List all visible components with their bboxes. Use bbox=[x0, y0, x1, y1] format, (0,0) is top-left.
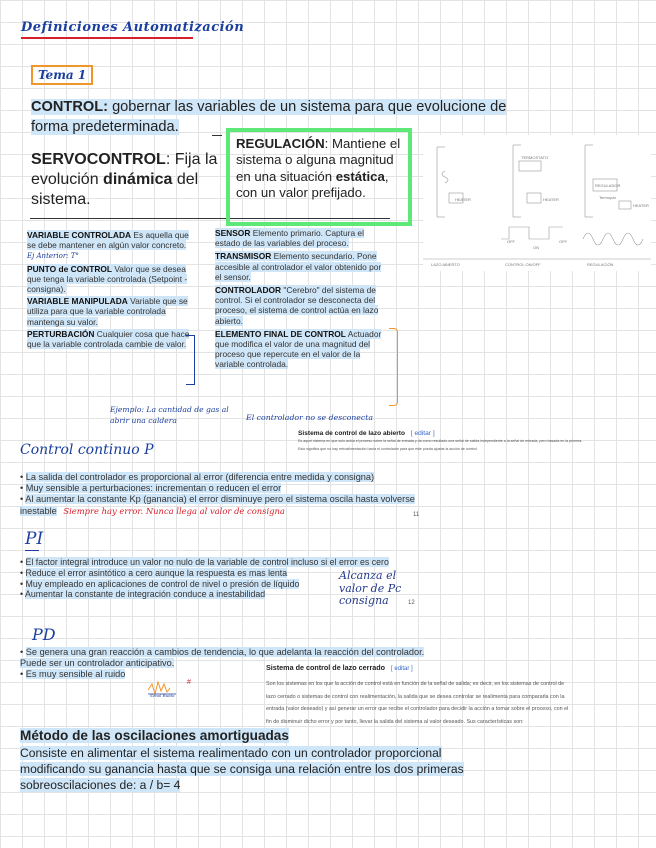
control-p-bullet: Muy sensible a perturbaciones: incrementan o reducen el error bbox=[25, 483, 282, 494]
control-p-bullet: Al aumentar la constante Kp (ganancia) el error disminuye pero el sistema oscila hasta volverse inestable bbox=[20, 494, 415, 516]
control-pi-bullets: • El factor integral introduce un valor no nulo de la variable de control incluso si el error es cero • Reduce el error asintótico a cero aunque la respuesta es mas lenta • Muy empleado en aplicaciones de control de nivel o presión de líquido • Aumentar la constante de integración conduce a inestabilidad bbox=[20, 557, 389, 600]
bracket-variable-manipulada bbox=[186, 335, 195, 385]
servocontrol-term: SERVOCONTROL bbox=[31, 151, 166, 168]
annotation-ej-anterior: Ej Anterior: T° bbox=[27, 252, 79, 261]
closed-loop-excerpt bbox=[266, 663, 652, 728]
control-pd-heading: PD bbox=[32, 625, 56, 644]
diagram-onoff-label: ON bbox=[533, 245, 539, 250]
regulacion-term: REGULACIÓN bbox=[236, 136, 325, 151]
noise-sketch-mark: # bbox=[187, 679, 191, 686]
annotation-perturbacion: Ejemplo: La cantidad de gas al abrir una caldera bbox=[110, 405, 229, 425]
noise-sketch-label: Señal Ruido bbox=[150, 693, 175, 698]
closed-loop-line: entrada (valor deseado) y así generar un error que recibe el controlador para decidir la acción a tomar sobre el proceso, con el bbox=[266, 706, 569, 712]
diagram-component-label: REGULADOR bbox=[595, 183, 621, 188]
closed-loop-edit-link[interactable]: [ editar ] bbox=[391, 666, 413, 672]
diagram-onoff-label: OFF bbox=[559, 239, 567, 244]
title-underline-red bbox=[21, 37, 193, 39]
method-heading: Método de las oscilaciones amortiguadas bbox=[20, 728, 289, 743]
open-loop-excerpt bbox=[298, 430, 650, 453]
control-pi-bullet: Aumentar la constante de integración conduce a inestabilidad bbox=[25, 589, 266, 600]
control-pd-bullet: Es muy sensible al ruido bbox=[25, 669, 126, 680]
right-definitions: SENSOR Elemento primario. Captura el estado de las variables del proceso. TRANSMISOR Elemento secundario. Pone accesible al controlador el valor obtenido por el sensor. CONTROLADOR "Cerebro" del sistema de control. Si el controlador se desconecta del proceso, el sistema de control actúa en lazo abierto. ELEMENTO FINAL DE CONTROL Actuador que modifica el valor de una magnitud del proceso que repercute en el valor de la variable controlada. bbox=[215, 228, 382, 370]
closed-loop-line: lazo cerrado o sistemas de control con realimentación, la salida que se desea controlar se realimenta para compararla con la bbox=[266, 693, 565, 700]
control-pi-bullet: Muy empleado en aplicaciones de control de nivel o presión de líquido bbox=[25, 578, 300, 589]
bracket-controlador bbox=[389, 328, 398, 406]
tema-box bbox=[31, 65, 93, 85]
left-definitions: VARIABLE CONTROLADA Es aquella que se debe mantener en algún valor concreto. Ej Anterior: T° PUNTO de CONTROL Valor que se desea que tenga la variable controlada (Setpoint - consigna). VARIABLE MANIPULADA Variable que se utiliza para que la variable controlada mantenga su valor. PERTURBACIÓN Cualquier cosa que hace que la variable controlada cambie de valor. bbox=[27, 230, 190, 350]
diagram-component-label: TERMOSTATO bbox=[521, 155, 549, 160]
open-loop-edit-link[interactable]: [ editar ] bbox=[410, 430, 435, 437]
servo-top-tick bbox=[212, 135, 222, 136]
control-types-diagram bbox=[423, 135, 651, 271]
control-p-bullets: • La salida del controlador es proporcional al error (diferencia entre medida y consigna) • Muy sensible a perturbaciones: incrementan o reducen el error • Al aumentar la constante Kp (ganancia) el error disminuye pero el sistema oscila hasta volverse inestable Siempre hay error. Nunca llega al valor de consigna bbox=[20, 472, 415, 516]
diagram-component-label: HEATER bbox=[633, 203, 649, 208]
closed-loop-title: Sistema de control de lazo cerrado bbox=[266, 663, 386, 672]
control-text: gobernar las variables de un sistema para que evolucione de forma predeterminada. bbox=[31, 99, 507, 135]
control-pi-note: Alcanza el valor de Pc consigna bbox=[339, 569, 402, 608]
page-title: Definiciones Automatización bbox=[21, 20, 245, 35]
control-pi-bullet: El factor integral introduce un valor no nulo de la variable de control incluso si el error es cero bbox=[25, 557, 389, 567]
control-pi-heading: PI bbox=[25, 529, 44, 549]
page-number-12: 12 bbox=[408, 600, 415, 606]
page-number-11: 11 bbox=[413, 512, 420, 518]
regulacion-box: REGULACIÓN: Mantiene el sistema o alguna magnitud en una situación estática, con un valor prefijado. bbox=[226, 128, 412, 226]
control-p-bullet: La salida del controlador es proporcional al error (diferencia entre medida y consigna) bbox=[25, 472, 375, 482]
diagram-component-label: HEATER bbox=[455, 197, 471, 202]
closed-loop-line: Son los sistemas en los que la acción de control está en función de la señal de salida; es decir, en los sistemas de control de bbox=[266, 681, 565, 687]
control-term: CONTROL: bbox=[31, 99, 109, 115]
control-p-note: Siempre hay error. Nunca llega al valor de consigna bbox=[63, 505, 285, 516]
control-pd-bullets: • Se genera una gran reacción a cambios de tendencia, lo que adelanta la reacción del controlador. Puede ser un controlador anticipativo. • Es muy sensible al ruido bbox=[20, 647, 425, 680]
diagram-component-label: Termopar bbox=[599, 195, 616, 200]
closed-loop-line: fin de disminuir dicho error y por tanto, llevar la salida del sistema al valor deseado. Sus características son: bbox=[266, 718, 524, 725]
control-pi-bullet: Reduce el error asintótico a cero aunque la respuesta es mas lenta bbox=[25, 567, 288, 578]
control-pd-bullet: Se genera una gran reacción a cambios de tendencia, lo que adelanta la reacción del controlador. Puede ser un controlador anticipativo. bbox=[20, 647, 425, 669]
diagram-panel-label: REGULACIÓN bbox=[587, 262, 614, 267]
pi-underline bbox=[25, 550, 39, 551]
servocontrol-definition: SERVOCONTROL: Fija la evolución dinámica del sistema. bbox=[31, 151, 218, 208]
open-loop-title: Sistema de control de lazo abierto bbox=[298, 430, 405, 437]
open-loop-line: Es aquel sistema en que solo actúa el proceso sobre la señal de entrada y da como resultado una señal de salida independiente a la señal de entrada, pero basada en la primera. bbox=[298, 439, 583, 443]
diagram-panel-label: CONTROL ON/OFF bbox=[505, 262, 541, 267]
diagram-panel-label: LAZO ABIERTO bbox=[431, 262, 460, 267]
open-loop-line: Esto significa que no hay retroalimentación hacia el controlador para que éste pueda ajustar la acción de control. bbox=[298, 447, 478, 451]
tema-label: Tema 1 bbox=[38, 68, 87, 82]
method-text: Consiste en alimentar el sistema realimentado con un controlador proporcional modificando su ganancia hasta que se consiga una relación entre los dos primeras sobreoscilaciones de: a / b= 4 bbox=[20, 746, 464, 793]
diagram-component-label: HEATER bbox=[543, 197, 559, 202]
control-p-heading: Control continuo P bbox=[20, 442, 154, 458]
annotation-controlador: El controlador no se desconecta bbox=[246, 413, 374, 422]
diagram-onoff-label: OFF bbox=[507, 239, 515, 244]
